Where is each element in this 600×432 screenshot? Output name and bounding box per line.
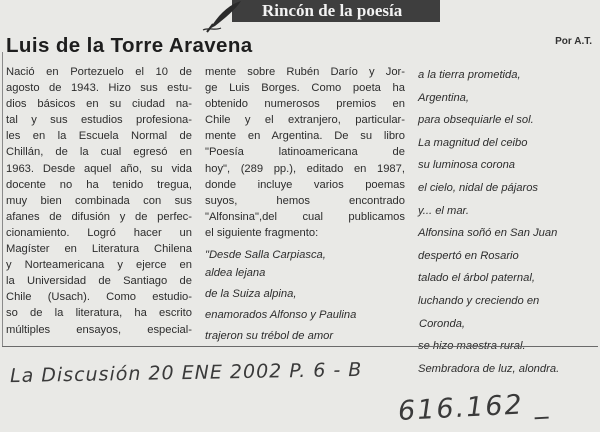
prose-line: Magíster en Literatura Chilena <box>6 243 192 256</box>
prose-line: Nació en Portezuelo el 10 de <box>6 66 192 78</box>
poem-line: el cielo, nidal de pájaros <box>418 181 539 194</box>
poem-line: aldea lejana <box>205 267 266 280</box>
poem-line: La magnitud del ceibo <box>418 136 528 149</box>
prose-line: so de la literatura, ha escrito <box>6 307 192 320</box>
article-headline: Luis de la Torre Aravena <box>6 34 253 57</box>
prose-line: les en la Escuela Normal de <box>6 130 192 143</box>
poem-line: enamorados Alfonso y Paulina <box>205 309 357 322</box>
article-column-1 <box>6 64 192 338</box>
prose-line: la Universidad de Santiago de <box>6 275 192 288</box>
prose-line: Chile y el extranjero, particular- <box>205 114 405 127</box>
quill-pen-icon <box>201 0 245 34</box>
prose-line: docente no ha tenido tregua, <box>6 178 192 191</box>
prose-line: tal y sus estudios profesiona- <box>6 114 192 127</box>
prose-line: mente en Argentina. De su libro <box>205 130 405 143</box>
prose-line: afanes de difusión y de perfec- <box>6 210 192 223</box>
poem-line: despertó en Rosario <box>418 249 519 262</box>
poem-line: Alfonsina soñó en San Juan <box>418 227 558 240</box>
prose-line: donde incluye varios poemas <box>205 178 405 191</box>
article-column-2 <box>205 64 405 347</box>
prose-line: suyos, hemos encontrado <box>205 194 405 207</box>
prose-line: Chile (Usach). Como estudio- <box>6 291 192 304</box>
prose-line: "Alfonsina",del cual publicamos <box>205 210 405 223</box>
prose-line: el siguiente fragmento: <box>205 226 319 239</box>
handwritten-source-note: La Discusión 20 ENE 2002 P. 6 - B <box>9 358 363 388</box>
poem-line: talado el árbol paternal, <box>418 272 535 285</box>
poem-line: para obsequiarle el sol. <box>418 114 534 127</box>
poem-line: a la tierra prometida, <box>418 69 521 81</box>
prose-line: "Poesía latinoamericana de <box>205 146 405 159</box>
prose-line: dios básicos en su ciudad na- <box>6 98 192 111</box>
poem-line: Coronda, <box>419 317 466 330</box>
prose-line: Chillán, de la cual egresó en <box>6 146 192 159</box>
prose-line: mente sobre Rubén Darío y Jor- <box>205 66 405 78</box>
poem-line: "Desde Salla Carpiasca, <box>205 249 326 262</box>
poem-line: Argentina, <box>418 91 469 104</box>
article-byline: Por A.T. <box>555 36 592 47</box>
poem-line: y... el mar. <box>418 204 469 217</box>
prose-line: múltiples ensayos, especial- <box>6 323 192 336</box>
poem-line: de la Suiza alpina, <box>205 288 297 301</box>
frame-bottom-rule <box>2 346 598 347</box>
handwritten-archive-number: 616.162 _ <box>397 388 551 427</box>
poem-line: su luminosa corona <box>418 159 516 172</box>
prose-line: obtenido numerosos premios en <box>205 98 405 111</box>
poem-line: Sembradora de luz, alondra. <box>418 362 560 375</box>
prose-line: 1963. Desde aquel año, su vida <box>6 162 192 175</box>
prose-line: y Norteamericana y ejerce en <box>6 259 192 272</box>
prose-line: agosto de 1943. Hizo sus estu- <box>6 82 192 95</box>
article-column-3 <box>418 64 598 380</box>
frame-left-rule <box>2 52 3 347</box>
poem-line: luchando y creciendo en <box>418 294 540 307</box>
prose-line: muy bien combinada con sus <box>6 194 192 207</box>
prose-line: ge Luis Borges. Como poeta ha <box>205 82 405 95</box>
prose-line: hoy", (289 pp.), editado en 1987, <box>205 162 405 175</box>
prose-line: cionamiento. Logró hacer un <box>6 226 192 239</box>
section-title: Rincón de la poesía <box>262 1 403 20</box>
poem-line: trajeron su trébol de amor <box>205 330 334 343</box>
poem-line: se hizo maestra rural. <box>418 340 526 353</box>
